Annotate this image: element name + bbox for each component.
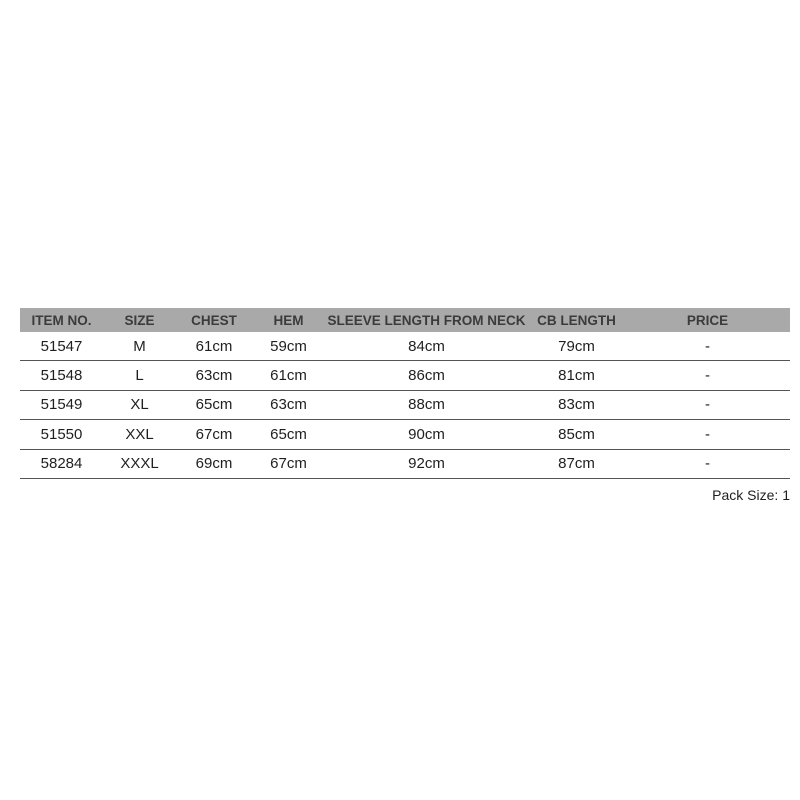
- cell-item-no: 51547: [20, 332, 103, 361]
- cell-item-no: 51548: [20, 361, 103, 390]
- cell-sleeve-length: 92cm: [325, 449, 528, 478]
- table-row: [20, 420, 790, 449]
- column-header-price: PRICE: [625, 308, 790, 332]
- column-header-cb-length: CB LENGTH: [528, 308, 625, 332]
- cell-sleeve-length: 90cm: [325, 420, 528, 449]
- column-header-size: SIZE: [103, 308, 176, 332]
- cell-chest: 61cm: [176, 332, 252, 361]
- table-row: [20, 449, 790, 478]
- cell-hem: 63cm: [252, 390, 325, 419]
- cell-hem: 65cm: [252, 420, 325, 449]
- cell-sleeve-length: 84cm: [325, 332, 528, 361]
- cell-cb-length: 79cm: [528, 332, 625, 361]
- cell-cb-length: 81cm: [528, 361, 625, 390]
- table-row: [20, 361, 790, 390]
- cell-price: -: [625, 361, 790, 390]
- cell-cb-length: 83cm: [528, 390, 625, 419]
- cell-sleeve-length: 86cm: [325, 361, 528, 390]
- column-header-chest: CHEST: [176, 308, 252, 332]
- size-chart: [20, 308, 790, 503]
- cell-item-no: 58284: [20, 449, 103, 478]
- cell-price: -: [625, 332, 790, 361]
- cell-sleeve-length: 88cm: [325, 390, 528, 419]
- cell-chest: 63cm: [176, 361, 252, 390]
- column-header-hem: HEM: [252, 308, 325, 332]
- header-row: [20, 308, 790, 332]
- cell-chest: 67cm: [176, 420, 252, 449]
- cell-chest: 69cm: [176, 449, 252, 478]
- table-row: [20, 332, 790, 361]
- cell-size: XL: [103, 390, 176, 419]
- cell-item-no: 51549: [20, 390, 103, 419]
- table-row: [20, 390, 790, 419]
- column-header-item-no: ITEM NO.: [20, 308, 103, 332]
- cell-price: -: [625, 420, 790, 449]
- cell-cb-length: 85cm: [528, 420, 625, 449]
- column-header-sleeve-length: SLEEVE LENGTH FROM NECK: [325, 308, 528, 332]
- cell-hem: 59cm: [252, 332, 325, 361]
- cell-chest: 65cm: [176, 390, 252, 419]
- cell-size: M: [103, 332, 176, 361]
- cell-cb-length: 87cm: [528, 449, 625, 478]
- cell-hem: 67cm: [252, 449, 325, 478]
- cell-size: L: [103, 361, 176, 390]
- cell-hem: 61cm: [252, 361, 325, 390]
- cell-item-no: 51550: [20, 420, 103, 449]
- cell-size: XXL: [103, 420, 176, 449]
- size-chart-table: [20, 308, 790, 479]
- pack-size-note: Pack Size: 1: [712, 486, 790, 503]
- cell-price: -: [625, 390, 790, 419]
- cell-size: XXXL: [103, 449, 176, 478]
- cell-price: -: [625, 449, 790, 478]
